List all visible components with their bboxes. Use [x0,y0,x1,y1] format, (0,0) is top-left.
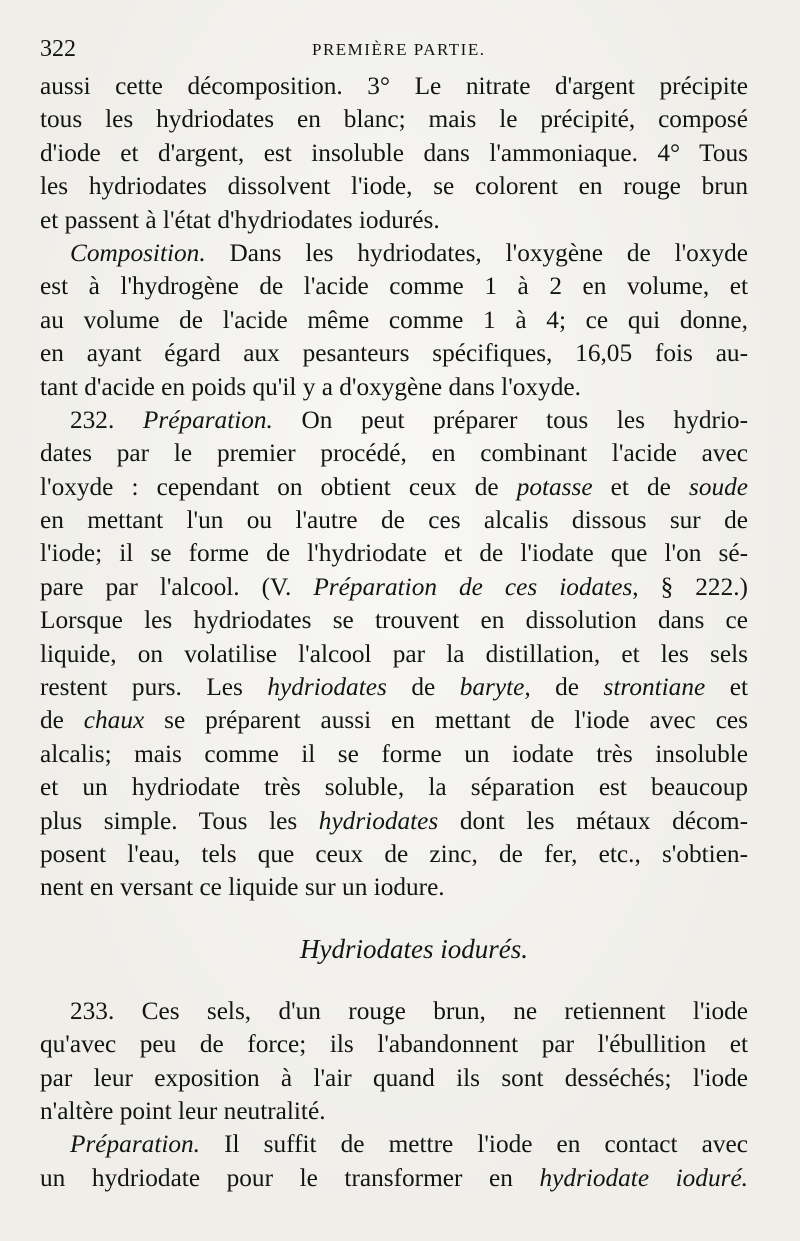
final-preparation-start [40,1128,748,1161]
text-line [40,805,748,838]
line-text: Il suffit de mettre l'iode en contact avec [200,1130,748,1159]
italic-term: baryte, [459,673,531,702]
text-line [40,137,748,170]
line-text: alcalis; mais comme il se forme un iodate très insoluble [40,739,748,768]
italic-term: hydriodates [318,806,439,835]
line-text: Lorsque les hydriodates se trouvent en dissolution dans ce [40,606,748,635]
line-text: de [386,673,460,702]
paragraph-232-start [40,404,748,437]
text-line [40,1162,748,1195]
preparation-label: Préparation. [70,1130,200,1159]
line-text: pare par l'alcool. (V. [40,572,314,601]
line-text: au volume de l'acide même comme 1 à 4; ce qui donne, [40,305,748,334]
composition-paragraph-start [40,237,748,270]
body-text-continued [40,995,748,1195]
text-line [40,571,748,604]
line-text: l'iode; il se forme de l'hydriodate et de l'iodate que l'on sé- [40,539,748,568]
text-line [40,371,748,404]
line-text: , § 222.) [632,572,748,601]
paragraph-233-start [40,995,748,1028]
text-line [40,170,748,203]
line-text: plus simple. Tous les [40,806,319,835]
composition-label: Composition. [70,238,206,267]
italic-term: hydriodate ioduré. [539,1163,749,1192]
line-text: de [530,673,604,702]
text-line [40,337,748,370]
text-line [40,1095,748,1128]
text-line [40,838,748,871]
line-text: Dans les hydriodates, l'oxygène de l'oxyde [205,238,748,267]
text-line [40,204,748,237]
line-text: et [705,673,748,702]
text-line [40,704,748,737]
italic-term: soude [688,472,748,501]
line-text: de [40,706,84,735]
line-text: tous les hydriodates en blanc; mais le précipité, composé [40,105,748,134]
text-line [40,671,748,704]
line-text: un hydriodate pour le transformer en [40,1163,540,1192]
line-text: est à l'hydrogène de l'acide comme 1 à 2 en volume, et [40,272,748,301]
text-line [40,871,748,904]
page-number: 322 [40,36,76,62]
italic-term: strontiane [603,673,706,702]
italic-term: chaux [83,706,145,735]
preparation-label: Préparation. [142,405,273,434]
line-text: posent l'eau, tels que ceux de zinc, de fer, etc., s'obtien- [40,839,748,868]
text-line [40,304,748,337]
line-text: et passent à l'état d'hydriodates iodurés. [40,205,440,234]
line-text: les hydriodates dissolvent l'iode, se colorent en rouge brun [40,172,748,201]
line-text: qu'avec peu de force; ils l'abandonnent par l'ébullition et [40,1030,748,1059]
line-text: par leur exposition à l'air quand ils sont desséchés; l'iode [40,1063,748,1092]
text-line [40,437,748,470]
line-text: Ces sels, d'un rouge brun, ne retiennent l'iode [114,996,748,1025]
cross-reference: Préparation de ces iodates [313,572,633,601]
line-text: dates par le premier procédé, en combinant l'acide avec [40,439,748,468]
running-title: PREMIÈRE PARTIE. [312,40,486,59]
text-line [40,504,748,537]
text-line [40,604,748,637]
line-text: nent en versant ce liquide sur un iodure. [40,873,445,902]
line-text: se préparent aussi en mettant de l'iode avec ces [144,706,748,735]
running-header [40,34,748,70]
line-text: liquide, on volatilise l'alcool par la distillation, et les sels [40,639,748,668]
text-line [40,1062,748,1095]
text-line [40,1028,748,1061]
line-text: aussi cette décomposition. 3° Le nitrate d'argent précipite [40,72,748,100]
text-line [40,771,748,804]
italic-term: hydriodates [267,673,387,702]
line-text: en mettant l'un ou l'autre de ces alcalis dissous sur de [40,506,748,535]
line-text: l'oxyde : cependant on obtient ceux de [40,472,517,501]
text-line [40,471,748,504]
italic-term: potasse [516,472,593,501]
text-line [40,738,748,771]
line-text: restent purs. Les [40,673,268,702]
section-heading: Hydriodates iodurés. [300,933,528,964]
line-text: et un hydriodate très soluble, la séparation est beaucoup [40,773,748,802]
text-line [40,638,748,671]
line-text: tant d'acide en poids qu'il y a d'oxygène dans l'oxyde. [40,372,581,401]
line-text: en ayant égard aux pesanteurs spécifiques, 16,05 fois au- [40,339,748,368]
text-line [40,103,748,136]
paragraph-number: 232. [70,405,115,434]
line-text: dont les métaux décom- [438,806,749,835]
line-text: d'iode et d'argent, est insoluble dans l'ammoniaque. 4° Tous [40,138,748,167]
body-text [40,70,748,905]
text-line [40,70,748,103]
line-text: et de [592,472,689,501]
line-text: n'altère point leur neutralité. [40,1096,326,1125]
text-line [40,270,748,303]
line-text: On peut préparer tous les hydrio- [272,405,748,434]
paragraph-number: 233. [70,996,115,1025]
text-line [40,537,748,570]
